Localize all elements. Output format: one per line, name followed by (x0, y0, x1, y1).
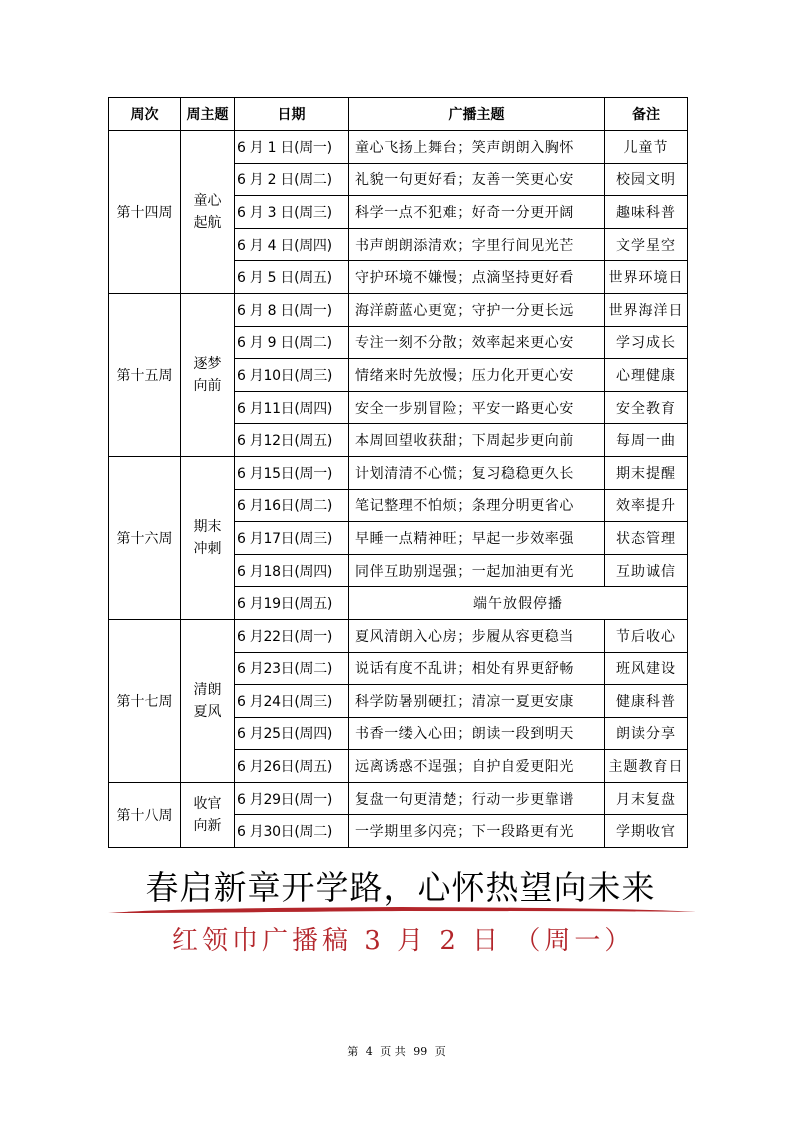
week-theme-line: 向前 (193, 377, 222, 394)
note-cell: 朗读分享 (605, 717, 688, 750)
broadcast-topic-cell: 远离诱惑不逞强；自护自爱更阳光 (349, 750, 605, 783)
broadcast-topic-cell: 童心飞扬上舞台；笑声朗朗入胸怀 (349, 131, 605, 164)
note-cell: 节后收心 (605, 619, 688, 652)
note-cell: 世界海洋日 (605, 293, 688, 326)
footer-page-number: 4 (365, 1045, 373, 1058)
note-cell: 世界环境日 (605, 261, 688, 294)
header-note: 备注 (605, 98, 688, 131)
note-cell: 学期收官 (605, 815, 688, 848)
date-cell: 6 月22日(周一) (235, 619, 349, 652)
date-cell: 6 月24日(周三) (235, 685, 349, 718)
week-cell: 第十八周 (109, 782, 181, 847)
week-theme-line: 冲刺 (193, 540, 222, 557)
schedule-table (108, 97, 688, 848)
week-cell: 第十六周 (109, 456, 181, 619)
broadcast-topic-cell: 礼貌一句更好看；友善一笑更心安 (349, 163, 605, 196)
broadcast-topic-cell: 同伴互助别逞强；一起加油更有光 (349, 554, 605, 587)
broadcast-topic-cell: 专注一刻不分散；效率起来更心安 (349, 326, 605, 359)
note-cell: 安全教育 (605, 391, 688, 424)
table-row (109, 131, 688, 164)
week-theme-cell (181, 456, 235, 619)
date-cell: 6 月16日(周二) (235, 489, 349, 522)
swoosh-shape (108, 907, 696, 913)
date-cell: 6 月18日(周四) (235, 554, 349, 587)
note-cell: 效率提升 (605, 489, 688, 522)
broadcast-topic-cell: 书香一缕入心田；朗读一段到明天 (349, 717, 605, 750)
week-cell: 第十五周 (109, 293, 181, 456)
broadcast-topic-cell: 计划清清不心慌；复习稳稳更久长 (349, 456, 605, 489)
broadcast-topic-cell: 书声朗朗添清欢；字里行间见光芒 (349, 228, 605, 261)
date-cell: 6 月15日(周一) (235, 456, 349, 489)
week-theme-cell (181, 782, 235, 847)
date-cell: 6 月10日(周三) (235, 359, 349, 392)
date-cell: 6 月 3 日(周三) (235, 196, 349, 229)
note-cell: 班风建设 (605, 652, 688, 685)
date-cell: 6 月 1 日(周一) (235, 131, 349, 164)
week-theme-line: 童心 (193, 192, 222, 209)
schedule-body (109, 131, 688, 848)
note-cell: 期末提醒 (605, 456, 688, 489)
broadcast-topic-cell: 说话有度不乱讲；相处有界更舒畅 (349, 652, 605, 685)
broadcast-topic-cell: 一学期里多闪亮；下一段路更有光 (349, 815, 605, 848)
headline: 春启新章开学路，心怀热望向未来 (145, 868, 656, 907)
broadcast-topic-cell: 科学防暑别硬扛；清凉一夏更安康 (349, 685, 605, 718)
table-row (109, 293, 688, 326)
week-theme-line: 收官 (193, 795, 222, 812)
broadcast-topic-cell: 安全一步别冒险；平安一路更心安 (349, 391, 605, 424)
broadcast-topic-cell: 夏风清朗入心房；步履从容更稳当 (349, 619, 605, 652)
holiday-cell: 端午放假停播 (349, 587, 688, 620)
date-cell: 6 月 8 日(周一) (235, 293, 349, 326)
table-header-row (109, 98, 688, 131)
date-cell: 6 月26日(周五) (235, 750, 349, 783)
page-footer (0, 1043, 793, 1059)
date-cell: 6 月17日(周三) (235, 522, 349, 555)
note-cell: 互助诚信 (605, 554, 688, 587)
week-theme-line: 清朗 (193, 681, 222, 698)
date-cell: 6 月11日(周四) (235, 391, 349, 424)
broadcast-topic-cell: 笔记整理不怕烦；条理分明更省心 (349, 489, 605, 522)
date-cell: 6 月19日(周五) (235, 587, 349, 620)
subheadline: 红领巾广播稿 3 月 2 日 （周一） (172, 926, 635, 956)
note-cell: 状态管理 (605, 522, 688, 555)
date-cell: 6 月12日(周五) (235, 424, 349, 457)
date-cell: 6 月 4 日(周四) (235, 228, 349, 261)
week-theme-line: 夏风 (193, 703, 222, 720)
note-cell: 校园文明 (605, 163, 688, 196)
week-theme-line: 起航 (193, 214, 222, 231)
footer-mid: 页 共 (380, 1045, 406, 1058)
date-cell: 6 月29日(周一) (235, 782, 349, 815)
week-cell: 第十四周 (109, 131, 181, 294)
week-cell: 第十七周 (109, 619, 181, 782)
footer-prefix: 第 (347, 1045, 359, 1058)
week-theme-line: 逐梦 (193, 355, 222, 372)
week-theme-line: 期末 (193, 518, 222, 535)
date-cell: 6 月 2 日(周二) (235, 163, 349, 196)
week-theme-cell (181, 131, 235, 294)
note-cell: 月末复盘 (605, 782, 688, 815)
broadcast-topic-cell: 本周回望收获甜；下周起步更向前 (349, 424, 605, 457)
broadcast-topic-cell: 海洋蔚蓝心更宽；守护一分更长远 (349, 293, 605, 326)
header-week: 周次 (109, 98, 181, 131)
header-date: 日期 (235, 98, 349, 131)
table-row (109, 456, 688, 489)
red-divider-swoosh (108, 905, 696, 921)
table-row (109, 619, 688, 652)
date-cell: 6 月30日(周二) (235, 815, 349, 848)
date-cell: 6 月 5 日(周五) (235, 261, 349, 294)
week-theme-line: 向新 (193, 817, 222, 834)
note-cell: 心理健康 (605, 359, 688, 392)
note-cell: 健康科普 (605, 685, 688, 718)
broadcast-topic-cell: 早睡一点精神旺；早起一步效率强 (349, 522, 605, 555)
broadcast-topic-cell: 科学一点不犯难；好奇一分更开阔 (349, 196, 605, 229)
broadcast-topic-cell: 复盘一句更清楚；行动一步更靠谱 (349, 782, 605, 815)
date-cell: 6 月 9 日(周二) (235, 326, 349, 359)
note-cell: 学习成长 (605, 326, 688, 359)
table-row (109, 782, 688, 815)
note-cell: 趣味科普 (605, 196, 688, 229)
header-week-theme: 周主题 (181, 98, 235, 131)
note-cell: 主题教育日 (605, 750, 688, 783)
header-broadcast-topic: 广播主题 (349, 98, 605, 131)
footer-suffix: 页 (434, 1045, 446, 1058)
note-cell: 儿童节 (605, 131, 688, 164)
date-cell: 6 月23日(周二) (235, 652, 349, 685)
week-theme-cell (181, 619, 235, 782)
broadcast-topic-cell: 情绪来时先放慢；压力化开更心安 (349, 359, 605, 392)
footer-total-pages: 99 (413, 1045, 428, 1058)
week-theme-cell (181, 293, 235, 456)
broadcast-topic-cell: 守护环境不嫌慢；点滴坚持更好看 (349, 261, 605, 294)
note-cell: 文学星空 (605, 228, 688, 261)
date-cell: 6 月25日(周四) (235, 717, 349, 750)
note-cell: 每周一曲 (605, 424, 688, 457)
